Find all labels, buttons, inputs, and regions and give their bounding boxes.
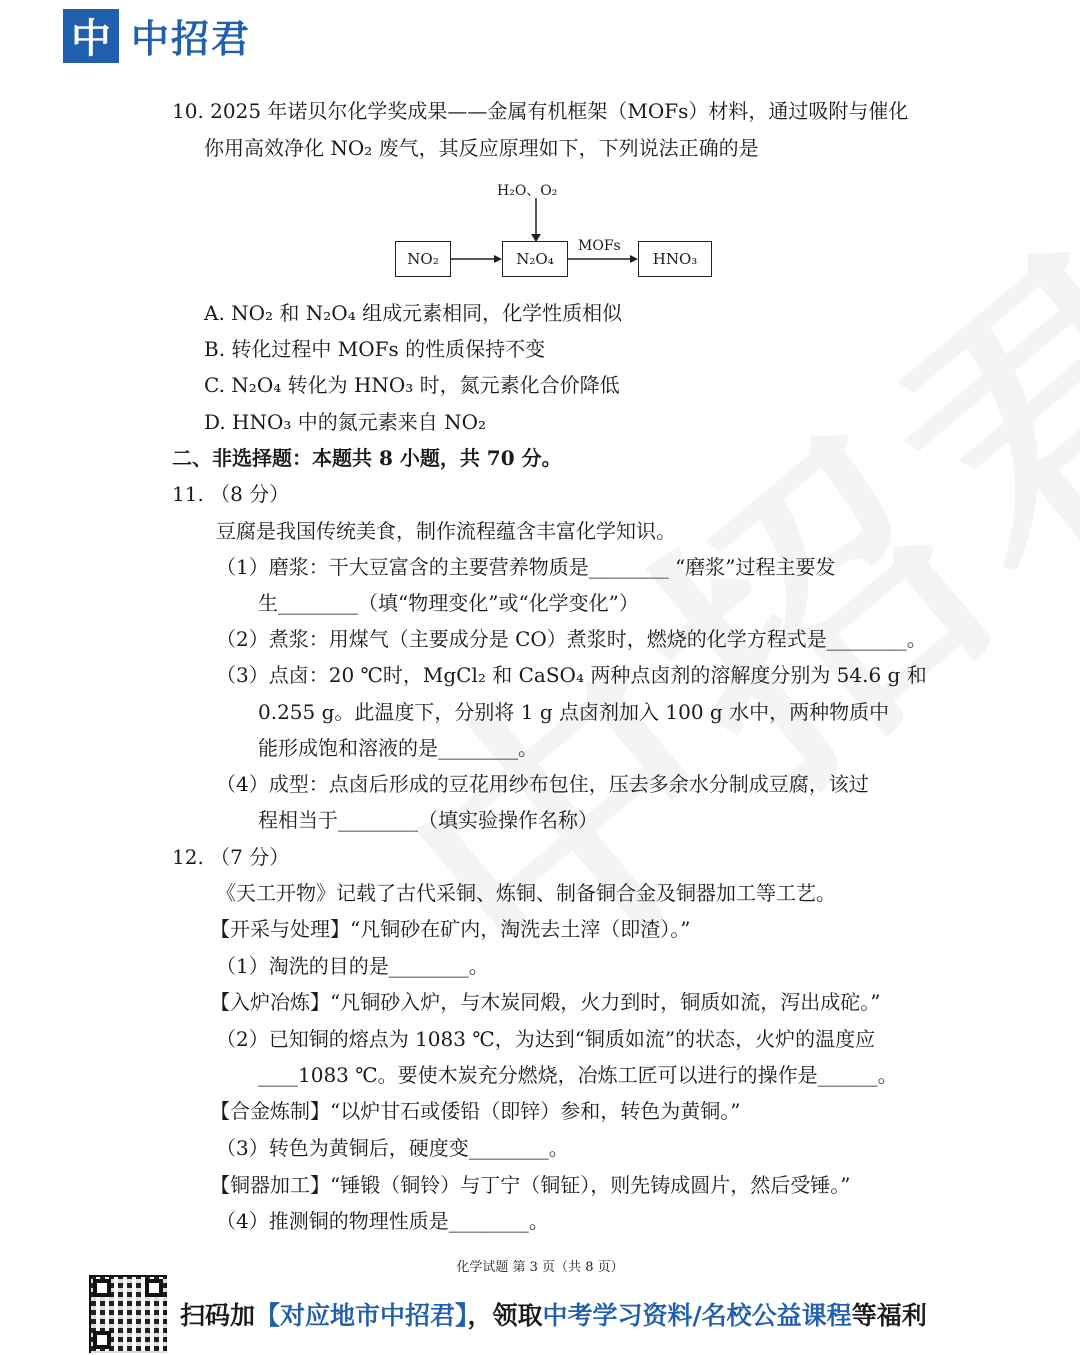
q10-line1: 10. 2025 年诺贝尔化学奖成果——金属有机框架（MOFs）材料，通过吸附与催化 [172, 99, 909, 123]
q12-line: （3）转色为黄铜后，硬度变________。 [216, 1136, 569, 1160]
banner-mid: ，领取 [467, 1301, 543, 1330]
page-number: 化学试题 第 3 页（共 8 页） [456, 1260, 624, 1275]
banner-highlight: 中考学习资料/名校公益课程 [542, 1301, 852, 1330]
brand-logo [63, 8, 251, 63]
q12-line: 【铜器加工】“锤锻（铜铃）与丁宁（铜钲），则先铸成圆片，然后受锤。” [210, 1173, 851, 1197]
q11-line: （2）煮浆：用煤气（主要成分是 CO）煮浆时，燃烧的化学方程式是________。 [216, 627, 927, 651]
promo-banner [180, 1296, 927, 1332]
q10-option-d: D. HNO₃ 中的氮元素来自 NO₂ [204, 410, 487, 434]
diagram-box-n2o4: N₂O₄ [502, 241, 568, 277]
q10-option-c: C. N₂O₄ 转化为 HNO₃ 时，氮元素化合价降低 [204, 373, 620, 397]
diagram-reagents: H₂O、O₂ [497, 183, 558, 199]
q11-line: 生________（填“物理变化”或“化学变化”） [258, 591, 639, 615]
brand-name: 中招君 [131, 17, 252, 61]
q11-line: 0.255 g。此温度下，分别将 1 g 点卤剂加入 100 g 水中，两种物质中 [258, 700, 890, 724]
banner-link: 【对应地市中招君】 [255, 1301, 468, 1330]
q12-line: （2）已知铜的熔点为 1083 ℃，为达到“铜质如流”的状态，火炉的温度应 [216, 1027, 876, 1051]
logo-mark: 中 [63, 9, 119, 63]
q11-line: （3）点卤：20 ℃时，MgCl₂ 和 CaSO₄ 两种点卤剂的溶解度分别为 54.6 g 和 [216, 663, 927, 687]
reaction-diagram [390, 180, 720, 280]
q12-line: （4）推测铜的物理性质是________。 [216, 1209, 549, 1233]
q12-line: 【合金炼制】“以炉甘石或倭铅（即锌）参和，转色为黄铜。” [210, 1099, 741, 1123]
q12-line: 【开采与处理】“凡铜砂在矿内，淘洗去土滓（即渣）。” [210, 917, 691, 941]
q12-line: （1）淘洗的目的是________。 [216, 954, 489, 978]
q10-option-a: A. NO₂ 和 N₂O₄ 组成元素相同，化学性质相似 [204, 301, 623, 325]
q11-heading: 11. （8 分） [172, 482, 290, 506]
q10-line2: 你用高效净化 NO₂ 废气，其反应原理如下，下列说法正确的是 [204, 136, 759, 160]
diagram-box-hno3: HNO₃ [638, 241, 712, 277]
q10-option-b: B. 转化过程中 MOFs 的性质保持不变 [204, 337, 546, 361]
q11-intro: 豆腐是我国传统美食，制作流程蕴含丰富化学知识。 [216, 519, 676, 543]
q11-line: （1）磨浆：干大豆富含的主要营养物质是________ “磨浆”过程主要发 [216, 555, 836, 579]
q12-heading: 12. （7 分） [172, 845, 290, 869]
section-heading: 二、非选择题：本题共 8 小题，共 70 分。 [172, 446, 562, 470]
diagram-catalyst: MOFs [578, 238, 621, 254]
banner-suffix: 等福利 [851, 1301, 927, 1330]
qr-finder [93, 1331, 111, 1349]
q12-line: ____1083 ℃。要使木炭充分燃烧，冶炼工匠可以进行的操作是______。 [258, 1063, 898, 1087]
q11-line: 程相当于________（填实验操作名称） [258, 808, 598, 832]
q11-line: 能形成饱和溶液的是________。 [258, 736, 538, 760]
q12-line: 《天工开物》记载了古代采铜、炼铜、制备铜合金及铜器加工等工艺。 [216, 881, 836, 905]
q11-line: （4）成型：点卤后形成的豆花用纱布包住，压去多余水分制成豆腐，该过 [216, 772, 869, 796]
diagram-box-no2: NO₂ [395, 241, 451, 277]
qr-code[interactable] [89, 1275, 167, 1353]
qr-finder [145, 1279, 163, 1297]
qr-finder [93, 1279, 111, 1297]
q12-line: 【入炉冶炼】“凡铜砂入炉，与木炭同煅，火力到时，铜质如流，泻出成砣。” [210, 990, 881, 1014]
banner-prefix: 扫码加 [180, 1301, 256, 1330]
